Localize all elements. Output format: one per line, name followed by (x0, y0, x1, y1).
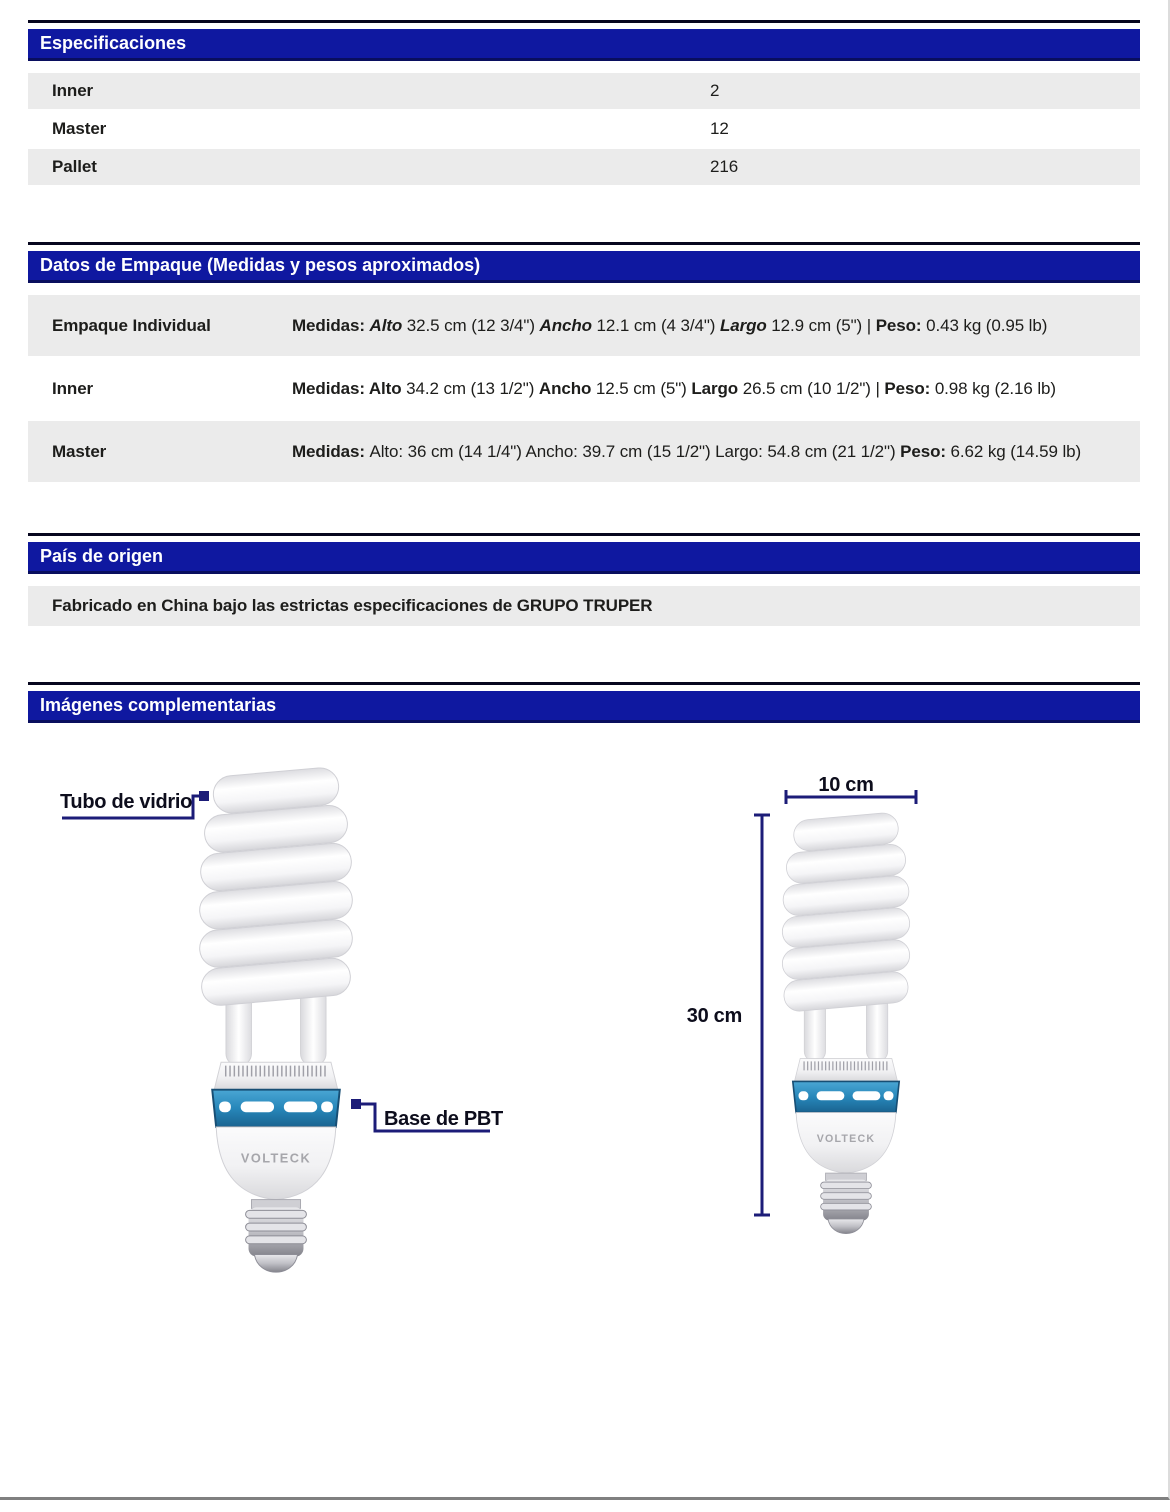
empaque-row-content: Medidas: Alto 32.5 cm (12 3/4") Ancho 12.1 cm (4 3/4") Largo 12.9 cm (5") | Peso: 0.43 kg (0.95 lb) (292, 315, 1048, 335)
annotation-pbt-base: Base de PBT (384, 1108, 503, 1130)
section-title: País de origen (40, 546, 164, 566)
section-top-rule (28, 682, 1140, 685)
section-origen (28, 533, 1140, 626)
section-header-especificaciones (28, 29, 1140, 61)
empaque-row-content: Medidas: Alto 34.2 cm (13 1/2") Ancho 12.5 cm (5") Largo 26.5 cm (10 1/2") | Peso: 0.98 kg (2.16 lb) (292, 378, 1056, 398)
spec-table-row (28, 149, 1140, 185)
complementary-images-area (0, 735, 1168, 1512)
empaque-row-label: Empaque Individual (52, 315, 211, 335)
section-header-imagenes (28, 691, 1140, 723)
origin-statement (28, 586, 1140, 626)
spec-row-label: Inner (52, 81, 94, 100)
spec-table-row (28, 111, 1140, 147)
empaque-row-label: Inner (52, 378, 94, 398)
spec-row-value: 216 (710, 157, 739, 176)
spec-table (28, 73, 1140, 185)
section-header-empaque (28, 251, 1140, 283)
spec-row-value: 2 (710, 81, 720, 100)
empaque-row-label: Master (52, 441, 107, 461)
section-header-origen (28, 542, 1140, 574)
empaque-table-row (28, 421, 1140, 482)
annotation-glass-tube: Tubo de vidrio (60, 791, 193, 813)
section-top-rule (28, 20, 1140, 23)
section-top-rule (28, 533, 1140, 536)
dimension-width-label: 10 cm (818, 774, 874, 796)
spec-row-label: Master (52, 119, 107, 138)
section-title: Imágenes complementarias (40, 695, 277, 715)
section-title: Datos de Empaque (Medidas y pesos aproximados) (40, 255, 481, 275)
empaque-table-row (28, 358, 1140, 419)
section-title: Especificaciones (40, 33, 187, 53)
empaque-table-row (28, 295, 1140, 356)
empaque-table (28, 295, 1140, 482)
section-top-rule (28, 242, 1140, 245)
spec-row-value: 12 (710, 119, 729, 138)
section-especificaciones (28, 20, 1140, 185)
dimension-height-label: 30 cm (686, 1005, 742, 1027)
spec-row-label: Pallet (52, 157, 97, 176)
section-imagenes (28, 682, 1140, 723)
origin-text: Fabricado en China bajo las estrictas especificaciones de GRUPO TRUPER (52, 596, 653, 615)
bulb-illustration-dimensioned (756, 808, 936, 1242)
bulb-illustration-large (168, 762, 384, 1282)
section-empaque (28, 242, 1140, 482)
empaque-row-content: Medidas: Alto: 36 cm (14 1/4") Ancho: 39.7 cm (15 1/2") Largo: 54.8 cm (21 1/2") Peso: 6.62 kg (14.59 lb) (292, 441, 1082, 461)
spec-table-row (28, 73, 1140, 109)
